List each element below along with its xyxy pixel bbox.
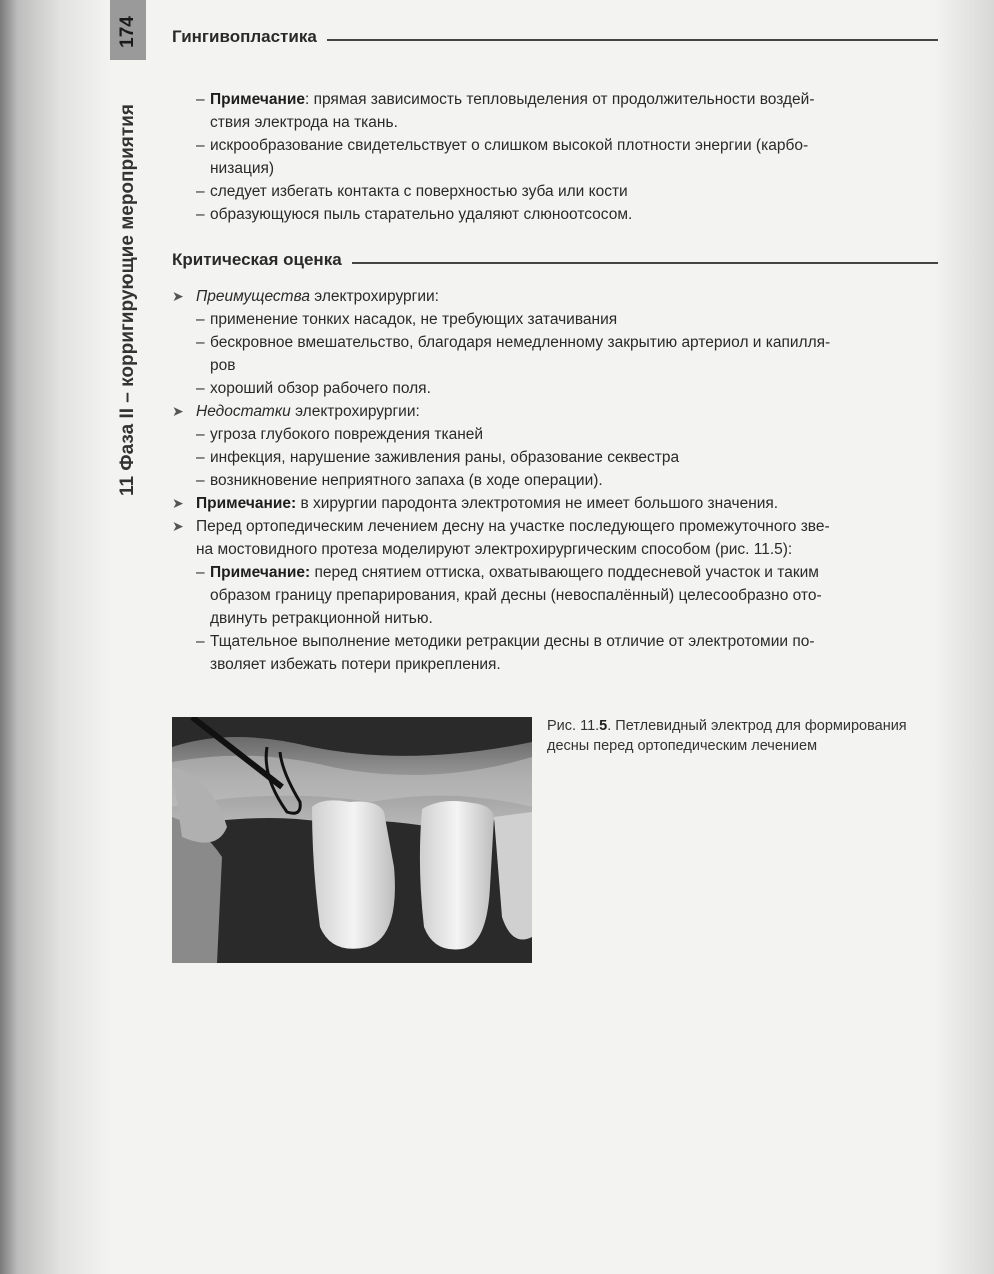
arrow-icon: ➤ [172,495,184,511]
list-item: – Тщательное выполнение методики ретракции десны в отличие от электротомии по- [196,633,815,650]
binding-shadow [0,0,110,1274]
running-head-text: Гингивопластика [172,27,317,46]
list-item: – хороший обзор рабочего поля. [196,380,431,397]
list-item: – Примечание: перед снятием оттиска, охватывающего поддесневой участок и таким [196,564,819,581]
arrow-icon: ➤ [172,403,184,419]
list-item-cont: образом границу препарирования, край десны (невоспалённый) целесообразно ото- [210,587,822,604]
arrow-icon: ➤ [172,518,184,534]
list-item-cont: зволяет избежать потери прикрепления. [210,656,501,673]
list-item-cont: ров [210,357,236,374]
critique-list [172,285,942,676]
page-number: 174 [117,16,138,48]
figure-caption [547,716,942,756]
list-item: – применение тонких насадок, не требующих затачивания [196,311,618,328]
page-edge-shadow [934,0,994,1274]
list-item-cont: ствия электрода на ткань. [210,114,398,131]
running-head [172,27,938,47]
arrow-item: ➤ Перед ортопедическим лечением десну на участке последующего промежуточного зве- [172,515,942,538]
list-item: – Примечание: прямая зависимость тепловыделения от продолжительности воздей- [196,91,815,108]
caption-line: десны перед ортопедическим лечением [547,738,818,754]
list-item: – образующуюся пыль старательно удаляют слюноотсосом. [196,206,633,223]
arrow-item: ➤ Преимущества электрохирургии: [172,285,942,308]
arrow-item-cont: на мостовидного протеза моделируют электрохирургическим способом (рис. 11.5): [196,541,793,558]
list-item: – угроза глубокого повреждения тканей [196,426,484,443]
list-item-cont: двинуть ретракционной нитью. [210,610,433,627]
top-list [172,88,942,226]
section-rule [352,262,938,264]
arrow-item: ➤ Примечание: в хирургии пародонта электротомия не имеет большого значения. [172,492,942,515]
teeth-photo-illustration [172,717,532,963]
list-item: – бескровное вмешательство, благодаря немедленному закрытию артериол и капилля- [196,334,831,351]
list-item-cont: низация) [210,160,275,177]
section-title: Критическая оценка [172,250,342,269]
list-item: – искрообразование свидетельствует о слишком высокой плотности энергии (карбо- [196,137,809,154]
arrow-item: ➤ Недостатки электрохирургии: [172,400,942,423]
section-heading [172,250,938,270]
list-item: – следует избегать контакта с поверхностью зуба или кости [196,183,628,200]
caption-line: Рис. 11.5. Петлевидный электрод для формирования [547,718,907,734]
figure-photo [172,717,532,963]
list-item: – возникновение неприятного запаха (в ходе операции). [196,472,603,489]
list-item: – инфекция, нарушение заживления раны, образование секвестра [196,449,680,466]
arrow-icon: ➤ [172,288,184,304]
running-head-rule [327,39,938,41]
